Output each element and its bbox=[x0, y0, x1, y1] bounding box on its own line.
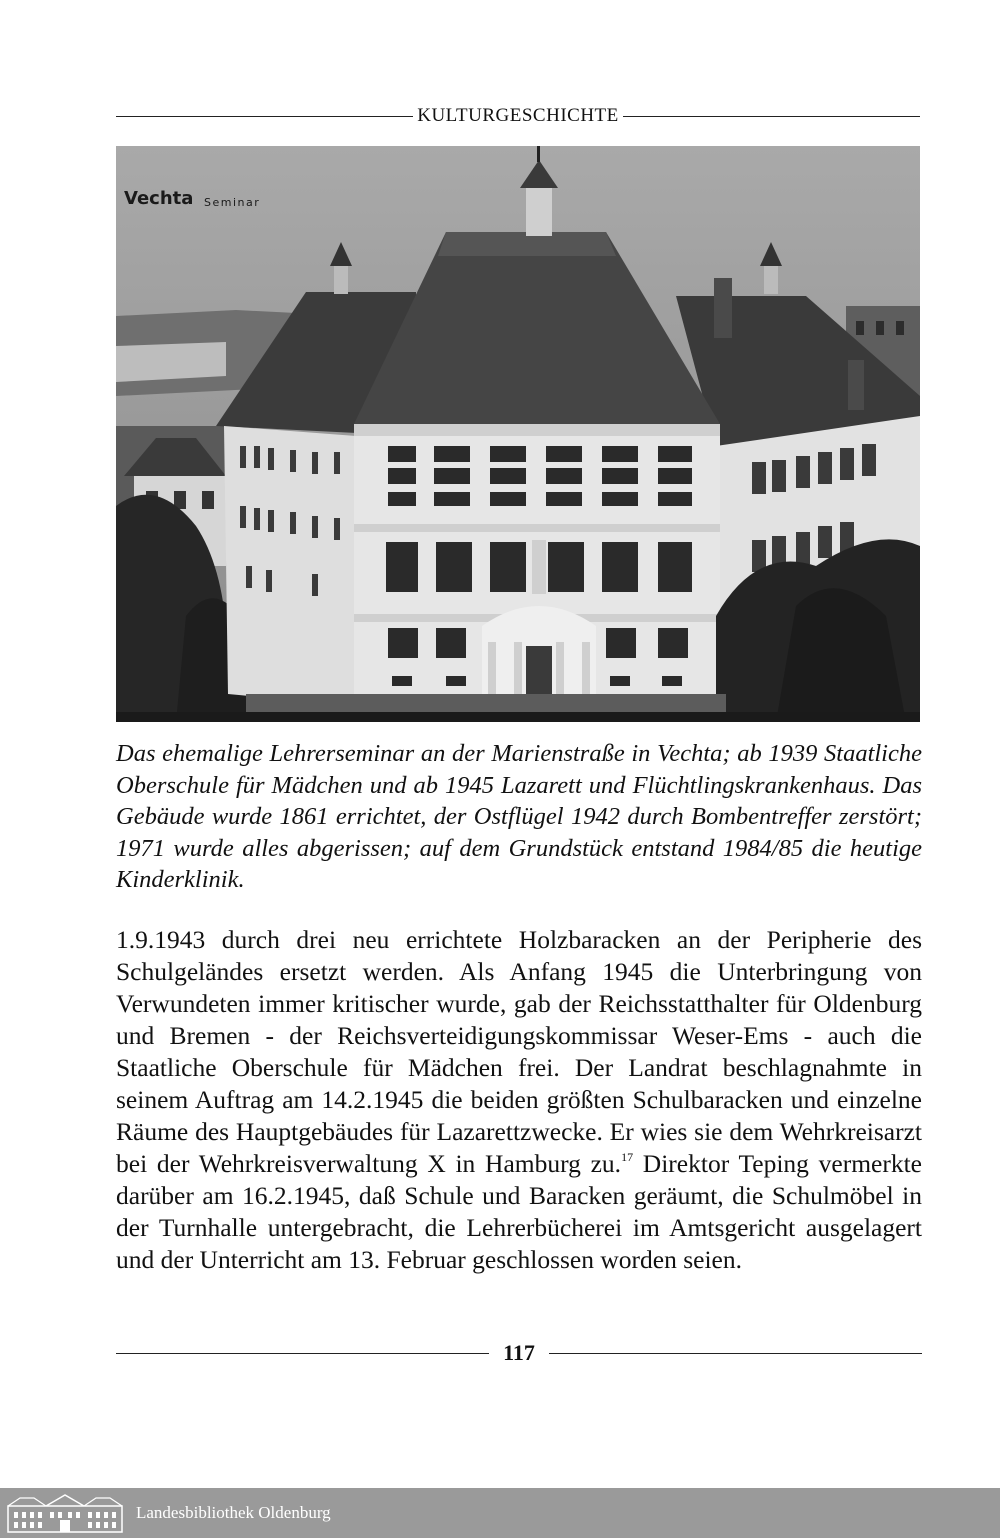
body-paragraph bbox=[116, 924, 922, 1276]
photo-label-building: Seminar bbox=[204, 196, 261, 209]
page-number: 117 bbox=[503, 1340, 535, 1365]
seminar-building-photo bbox=[116, 146, 920, 722]
header-rule-left bbox=[116, 116, 413, 117]
figure-caption: Das ehemalige Lehrerseminar an der Marienstraße in Vechta; ab 1939 Staatliche Oberschule für Mädchen und ab 1945 Lazarett und Flüchtlingskrankenhaus. Das Gebäude wurde 1861 errichtet, der Ostflügel 1942 durch Bombentreffer zerstört; 1971 wurde alles abgerissen; auf dem Grundstück entstand 1984/85 die heutige Kinderklinik. bbox=[116, 740, 922, 893]
footer-rule-right bbox=[549, 1353, 922, 1354]
building-illustration bbox=[116, 146, 920, 722]
body-text-part2: Direktor Teping vermerkte darüber am 16.2.1945, daß Schule und Baracken geräumt, die Schulmöbel in der Turnhalle untergebracht, die Lehrerbücherei im Amtsgericht ausgelagert und der Unterricht am 13. Februar geschlossen worden seien. bbox=[116, 1149, 922, 1274]
photo-label-town: Vechta bbox=[124, 188, 194, 209]
page-footer bbox=[116, 1339, 922, 1367]
library-name: Landesbibliothek Oldenburg bbox=[136, 1503, 331, 1522]
library-building-icon bbox=[6, 1492, 124, 1534]
running-head bbox=[116, 102, 920, 130]
library-watermark-bar bbox=[0, 1488, 1000, 1538]
footer-rule-left bbox=[116, 1353, 489, 1354]
body-text-part1: 1.9.1943 durch drei neu errichtete Holzbaracken an der Peripherie des Schulgeländes ersetzt werden. Als Anfang 1945 die Unterbringung von Verwundeten immer kritischer wurde, gab der Reichsstatthalter für Oldenburg und Bremen - der Reichsverteidigungskommissar Weser-Ems - auch die Staatliche Oberschule für Mädchen frei. Der Landrat beschlagnahmte in seinem Auftrag am 14.2.1945 die beiden größten Schulbaracken und einzelne Räume des Hauptgebäudes für Lazarettzwecke. Er wies sie dem Wehrkreisarzt bei der Wehrkreisverwaltung X in Hamburg zu. bbox=[116, 925, 922, 1178]
section-title: KULTURGESCHICHTE bbox=[417, 105, 619, 126]
footnote-reference: 17 bbox=[621, 1150, 634, 1164]
header-rule-right bbox=[623, 116, 920, 117]
